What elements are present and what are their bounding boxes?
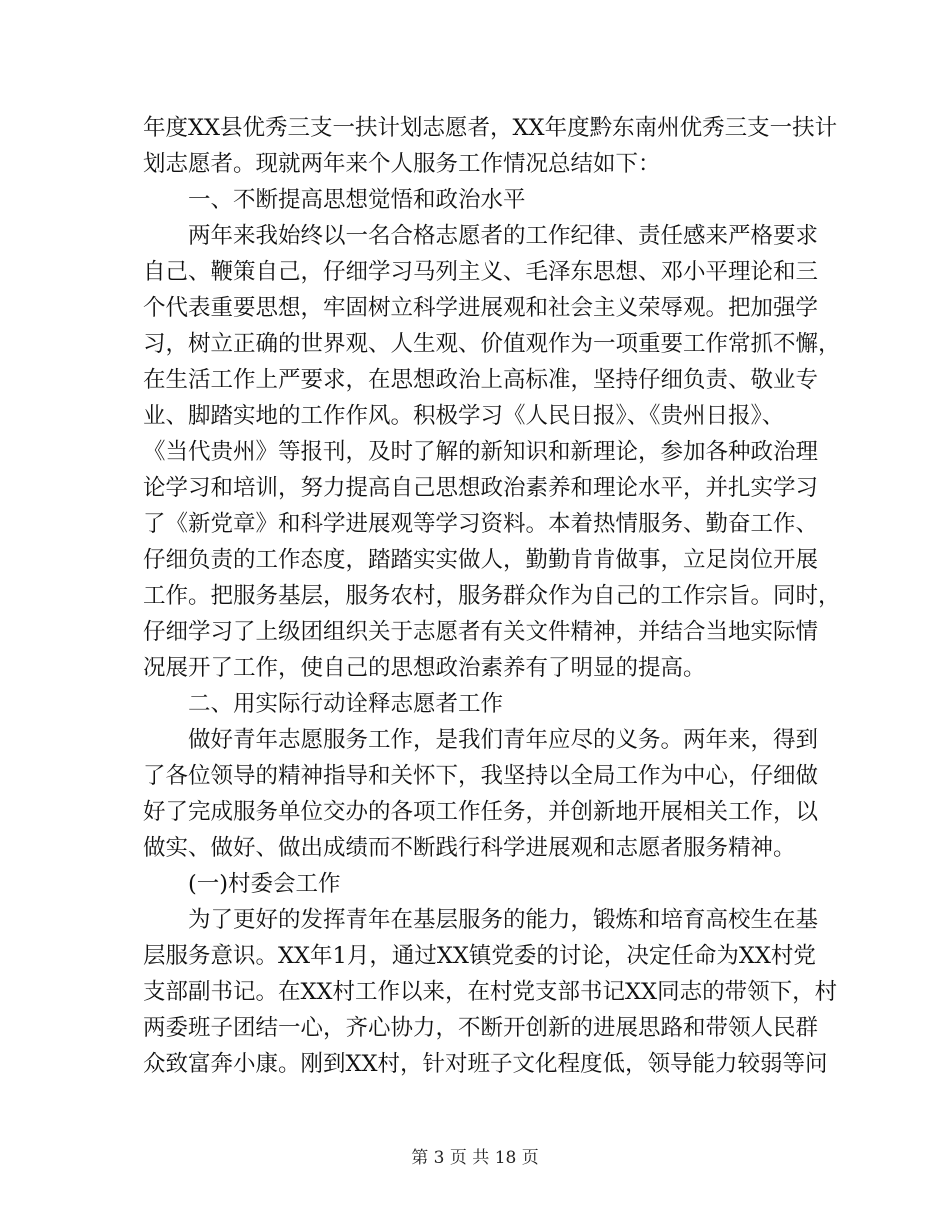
text-line: 众致富奔小康。刚到XX村，针对班子文化程度低，领导能力较弱等问 (143, 1051, 828, 1077)
text-line: 工作。把服务基层，服务农村，服务群众作为自己的工作宗旨。同时， (143, 583, 841, 609)
text-line: 自己、鞭策自己，仔细学习马列主义、毛泽东思想、邓小平理论和三 (143, 259, 819, 285)
text-line: 仔细学习了上级团组织关于志愿者有关文件精神，并结合当地实际情 (143, 619, 819, 645)
text-line: 做实、做好、做出成绩而不断践行科学进展观和志愿者服务精神。 (143, 835, 796, 861)
text-line: 业、脚踏实地的工作作风。积极学习《人民日报》、《贵州日报》、 (143, 403, 785, 429)
text-line: 好了完成服务单位交办的各项工作任务，并创新地开展相关工作，以 (143, 799, 819, 825)
page-footer: 第 3 页 共 18 页 (411, 1148, 539, 1168)
text-line: 两委班子团结一心，齐心协力，不断开创新的进展思路和带领人民群 (143, 1015, 819, 1041)
text-line: 为了更好的发挥青年在基层服务的能力，锻炼和培育高校生在基 (188, 907, 819, 933)
text-line: 论学习和培训，努力提高自己思想政治素养和理论水平，并扎实学习 (143, 475, 819, 501)
section-heading: 二、用实际行动诠释志愿者工作 (188, 691, 504, 717)
text-line: 做好青年志愿服务工作，是我们青年应尽的义务。两年来，得到 (188, 727, 819, 753)
text-line: 个代表重要思想，牢固树立科学进展观和社会主义荣辱观。把加强学 (143, 295, 819, 321)
text-line: 仔细负责的工作态度，踏踏实实做人，勤勤肯肯做事，立足岗位开展 (143, 547, 819, 573)
text-line: 支部副书记。在XX村工作以来，在村党支部书记XX同志的带领下，村 (143, 979, 838, 1005)
text-line: 年度XX县优秀三支一扶计划志愿者，XX年度黔东南州优秀三支一扶计 (143, 115, 838, 141)
section-heading: 一、不断提高思想觉悟和政治水平 (188, 187, 526, 213)
text-line: 两年来我始终以一名合格志愿者的工作纪律、责任感来严格要求 (188, 223, 819, 249)
text-line: 了《新党章》和科学进展观等学习资料。本着热情服务、勤奋工作、 (143, 511, 819, 537)
text-line: 习，树立正确的世界观、人生观、价值观作为一项重要工作常抓不懈， (143, 331, 841, 357)
text-line: 了各位领导的精神指导和关怀下，我坚持以全局工作为中心，仔细做 (143, 763, 819, 789)
text-line: 《当代贵州》等报刊，及时了解的新知识和新理论，参加各种政治理 (143, 439, 819, 465)
text-line: 在生活工作上严要求，在思想政治上高标准，坚持仔细负责、敬业专 (143, 367, 819, 393)
text-line: 况展开了工作，使自己的思想政治素养有了明显的提高。 (143, 655, 706, 681)
subsection-heading: (一)村委会工作 (188, 871, 341, 897)
text-line: 层服务意识。XX年1月，通过XX镇党委的讨论，决定任命为XX村党 (143, 943, 816, 969)
text-line: 划志愿者。现就两年来个人服务工作情况总结如下： (143, 151, 661, 177)
